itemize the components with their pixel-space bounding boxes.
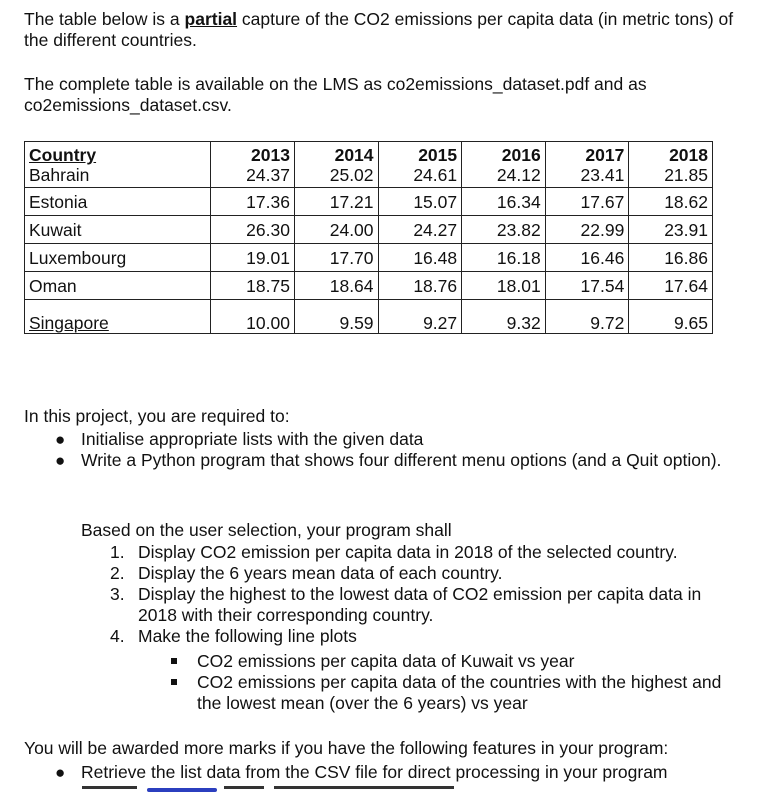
value-cell: 18.76 — [378, 272, 462, 300]
step-number: 4. — [110, 626, 125, 646]
project-heading: In this project, you are required to: — [24, 406, 290, 426]
value-cell: 18.64 — [294, 272, 378, 300]
list-item — [52, 450, 742, 471]
table-row — [25, 300, 713, 334]
cropped-text-line — [52, 786, 472, 793]
column-header: 2017 — [545, 142, 629, 166]
ink-scribble-icon — [147, 788, 217, 792]
value-cell: 16.86 — [629, 244, 713, 272]
value-cell: 25.02 — [294, 165, 378, 188]
list-item — [52, 429, 742, 450]
features-list — [52, 762, 742, 783]
country-cell: Luxembourg — [25, 244, 211, 272]
list-item-text: CO2 emissions per capita data of the countries with the highest and the lowest mean (over the 6 years) vs year — [197, 672, 722, 713]
country-cell: Kuwait — [25, 216, 211, 244]
value-cell: 23.82 — [462, 216, 546, 244]
value-cell: 19.01 — [211, 244, 295, 272]
column-header: 2013 — [211, 142, 295, 166]
country-cell: Singapore — [25, 300, 211, 334]
value-cell: 24.37 — [211, 165, 295, 188]
value-cell: 9.27 — [378, 300, 462, 334]
steps-list — [106, 542, 742, 647]
column-header: 2016 — [462, 142, 546, 166]
square-bullet-icon — [171, 658, 177, 664]
value-cell: 16.18 — [462, 244, 546, 272]
based-on-text: Based on the user selection, your program shall — [81, 520, 452, 540]
emissions-table — [24, 141, 713, 334]
step-number: 3. — [110, 584, 125, 604]
step-text: Make the following line plots — [138, 626, 357, 646]
plots-list — [168, 651, 743, 714]
value-cell: 18.01 — [462, 272, 546, 300]
step-text: Display the 6 years mean data of each country. — [138, 563, 503, 583]
bullet-icon: ● — [55, 451, 66, 470]
value-cell: 15.07 — [378, 188, 462, 216]
list-item — [106, 563, 742, 584]
step-text: Display CO2 emission per capita data in 2018 of the selected country. — [138, 542, 678, 562]
value-cell: 17.67 — [545, 188, 629, 216]
bullet-icon: ● — [55, 763, 66, 782]
table-row — [25, 216, 713, 244]
list-item — [106, 584, 742, 626]
table-row — [25, 244, 713, 272]
value-cell: 16.34 — [462, 188, 546, 216]
list-item — [106, 626, 742, 647]
value-cell: 10.00 — [211, 300, 295, 334]
table-row — [25, 188, 713, 216]
value-cell: 18.62 — [629, 188, 713, 216]
list-item-text: Retrieve the list data from the CSV file for direct processing in your program — [81, 762, 668, 782]
value-cell: 17.21 — [294, 188, 378, 216]
intro-text-before: The table below is a — [24, 9, 185, 29]
list-item — [168, 672, 743, 714]
step-text: Display the highest to the lowest data of CO2 emission per capita data in 2018 with their corresponding country. — [138, 584, 702, 625]
column-header: 2018 — [629, 142, 713, 166]
value-cell: 17.70 — [294, 244, 378, 272]
country-cell: Estonia — [25, 188, 211, 216]
value-cell: 23.41 — [545, 165, 629, 188]
table-row — [25, 272, 713, 300]
value-cell: 17.54 — [545, 272, 629, 300]
table-row — [25, 165, 713, 188]
list-item-text: Initialise appropriate lists with the given data — [81, 429, 424, 449]
value-cell: 16.48 — [378, 244, 462, 272]
text-fragment — [274, 786, 454, 789]
value-cell: 9.65 — [629, 300, 713, 334]
value-cell: 21.85 — [629, 165, 713, 188]
list-item — [168, 651, 743, 672]
square-bullet-icon — [171, 679, 177, 685]
value-cell: 22.99 — [545, 216, 629, 244]
column-header: 2014 — [294, 142, 378, 166]
value-cell: 24.00 — [294, 216, 378, 244]
intro-emphasis: partial — [184, 9, 238, 29]
table-header-row — [25, 142, 713, 166]
value-cell: 24.27 — [378, 216, 462, 244]
value-cell: 18.75 — [211, 272, 295, 300]
intro-text-after: capture of the CO2 emissions per capita data (in metric tons) of the different countries. — [24, 9, 734, 50]
availability-paragraph: The complete table is available on the LMS as co2emissions_dataset.pdf and as co2emissions_dataset.csv. — [24, 74, 647, 115]
step-number: 1. — [110, 542, 125, 562]
column-header: 2015 — [378, 142, 462, 166]
list-item-text: CO2 emissions per capita data of Kuwait vs year — [197, 651, 575, 671]
requirements-list — [52, 429, 742, 471]
list-item — [52, 762, 742, 783]
country-cell: Oman — [25, 272, 211, 300]
text-fragment — [82, 786, 137, 789]
value-cell: 26.30 — [211, 216, 295, 244]
text-fragment — [224, 786, 264, 789]
value-cell: 9.59 — [294, 300, 378, 334]
value-cell: 23.91 — [629, 216, 713, 244]
column-header: Country — [25, 142, 211, 166]
value-cell: 17.64 — [629, 272, 713, 300]
step-number: 2. — [110, 563, 125, 583]
bullet-icon: ● — [55, 430, 66, 449]
value-cell: 24.61 — [378, 165, 462, 188]
list-item — [106, 542, 742, 563]
value-cell: 9.72 — [545, 300, 629, 334]
value-cell: 24.12 — [462, 165, 546, 188]
value-cell: 9.32 — [462, 300, 546, 334]
value-cell: 17.36 — [211, 188, 295, 216]
list-item-text: Write a Python program that shows four different menu options (and a Quit option). — [81, 450, 722, 470]
intro-paragraph — [24, 9, 744, 51]
country-cell: Bahrain — [25, 165, 211, 188]
marks-paragraph: You will be awarded more marks if you have the following features in your program: — [24, 738, 669, 758]
value-cell: 16.46 — [545, 244, 629, 272]
